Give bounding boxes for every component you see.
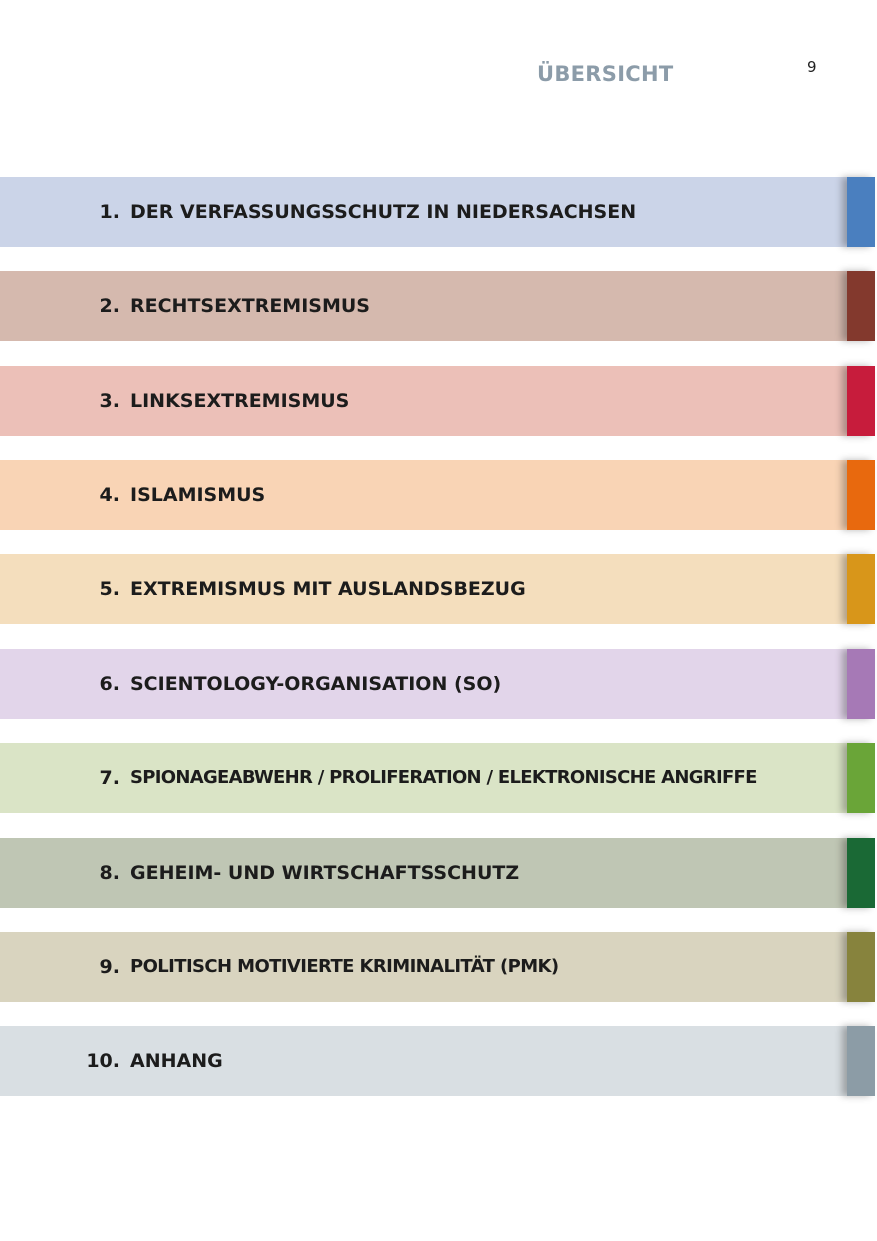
toc-item-geheimschutz[interactable]	[0, 838, 847, 908]
toc-item-label: RECHTSEXTREMISMUS	[130, 295, 370, 317]
chapter-color-tab	[847, 177, 875, 247]
toc-item-number: 3.	[99, 390, 120, 412]
toc-item-label: DER VERFASSUNGSSCHUTZ IN NIEDERSACHSEN	[130, 201, 637, 223]
toc-item-label: SCIENTOLOGY-ORGANISATION (SO)	[130, 673, 502, 695]
toc-item-anhang[interactable]	[0, 1026, 847, 1096]
toc-item-scientology[interactable]	[0, 649, 847, 719]
toc-item-label: SPIONAGEABWEHR / PROLIFERATION / ELEKTRONISCHE ANGRIFFE	[130, 767, 757, 788]
toc-item-auslandsbezug[interactable]	[0, 554, 847, 624]
toc-item-number: 6.	[99, 673, 120, 695]
toc-item-number: 8.	[99, 862, 120, 884]
section-title: ÜBERSICHT	[537, 62, 674, 86]
chapter-color-tab	[847, 554, 875, 624]
toc-item-label: LINKSEXTREMISMUS	[130, 390, 350, 412]
toc-item-pmk[interactable]	[0, 932, 847, 1002]
toc-item-number: 4.	[99, 484, 120, 506]
chapter-color-tab	[847, 271, 875, 341]
toc-item-number: 2.	[99, 295, 120, 317]
chapter-color-tab	[847, 1026, 875, 1096]
chapter-color-tab	[847, 366, 875, 436]
toc-item-number: 5.	[99, 578, 120, 600]
toc-item-label: EXTREMISMUS MIT AUSLANDSBEZUG	[130, 578, 526, 600]
toc-item-label: ANHANG	[130, 1050, 223, 1072]
chapter-color-tab	[847, 460, 875, 530]
toc-item-number: 9.	[99, 956, 120, 978]
toc-item-linksextremismus[interactable]	[0, 366, 847, 436]
page-number: 9	[807, 58, 817, 76]
chapter-color-tab	[847, 649, 875, 719]
toc-item-verfassungsschutz[interactable]	[0, 177, 847, 247]
toc-item-number: 7.	[99, 767, 120, 789]
chapter-color-tab	[847, 838, 875, 908]
toc-item-rechtsextremismus[interactable]	[0, 271, 847, 341]
toc-item-number: 10.	[86, 1050, 120, 1072]
toc-item-islamismus[interactable]	[0, 460, 847, 530]
toc-item-label: POLITISCH MOTIVIERTE KRIMINALITÄT (PMK)	[130, 956, 559, 977]
toc-item-spionageabwehr[interactable]	[0, 743, 847, 813]
toc-item-number: 1.	[99, 201, 120, 223]
chapter-color-tab	[847, 743, 875, 813]
toc-item-label: GEHEIM- UND WIRTSCHAFTSSCHUTZ	[130, 862, 520, 884]
toc-item-label: ISLAMISMUS	[130, 484, 266, 506]
chapter-color-tab	[847, 932, 875, 1002]
